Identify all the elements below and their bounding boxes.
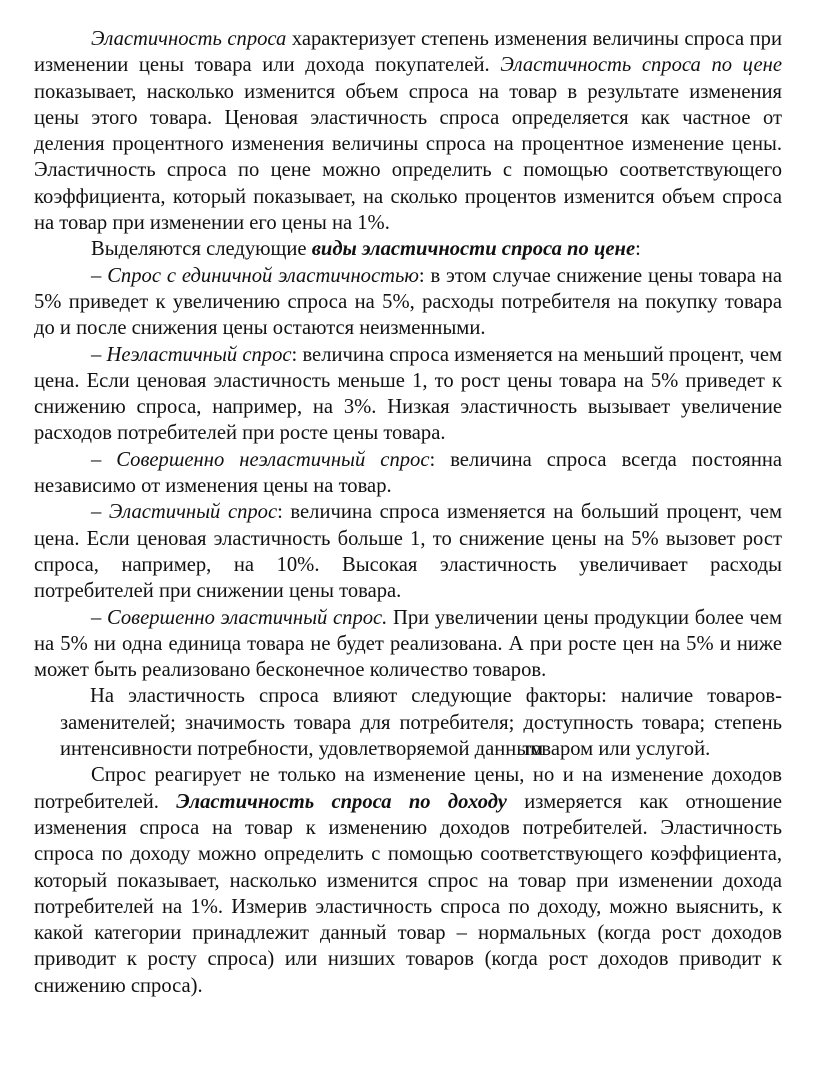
term-unit-elastic: Спрос с единичной эластичностью [107,264,419,287]
term-income-elasticity: Эластичность спроса по доходу [176,790,507,813]
list-item-perfectly-inelastic: – Совершенно неэластичный спрос: величина спроса всегда постоянна независимо от изменения цены на товар. [34,448,782,498]
term-price-elasticity: Эластичность спроса по цене [500,54,782,77]
paragraph-types-intro: Выделяются следующие виды эластичности спроса по цене: [91,238,641,261]
term-demand-elasticity: Эластичность спроса [91,28,287,50]
paragraph-income-elasticity: Спрос реагирует не только на изменение цены, но и на изменение доходов потребителей. Эластичность спроса по доходу измеряется как отношение изменения спроса на товар к изменению доходов потребителей. Эластичность спроса по доходу можно определить с помощью соответствующего коэффициента, который показывает, насколько изменится спрос на товар при изменении дохода потребителей на 1%. Измерив эластичность спроса по доходу, можно выяснить, к какой категории принадлежит данный товар – нормальных (когда рост доходов приводит к росту спроса) или низших товаров (когда рост доходов приводит к снижению спроса). [34,764,783,997]
term-perfectly-elastic: Совершенно эластичный спрос. [106,606,388,629]
term-elastic: Эластичный спрос [108,501,278,524]
list-item-unit-elastic: – Спрос с единичной эластичностью: в этом случае снижение цены товара на 5% приведет к увеличению спроса на 5%, расходы потребителя на покупку товара до и после снижения цены остаются неизменными. [34,264,782,340]
term-perfectly-inelastic: Совершенно неэластичный спрос [116,448,430,471]
paragraph-factors: На эластичность спроса влияют следующие факторы: наличие товаров-заменителей; значимость товара для потребителя; доступность товара; степень интенсивности потребности, удовлетворяемой данным товаром или услугой. [60,685,782,761]
list-item-elastic: – Эластичный спрос: величина спроса изменяется на больший процент, чем цена. Если ценовая эластичность больше 1, то снижение цены на 5% вызовет рост спроса, например, на 10%. Высокая эластичность увеличивает расходы потребителей при снижении цены товара. [34,501,782,603]
term-types-of-elasticity: виды эластичности спроса по цене [311,238,636,261]
list-item-inelastic: – Неэластичный спрос: величина спроса изменяется на меньший процент, чем цена. Если ценовая эластичность меньше 1, то рост цены товара на 5% приведет к снижению спроса, например, на 3%. Низкая эластичность вызывает увеличение расходов потребителей при росте цены товара. [34,343,783,445]
list-item-perfectly-elastic: – Совершенно эластичный спрос. При увеличении цены продукции более чем на 5% ни одна единица товара не будет реализована. А при росте цен на 5% и ниже может быть реализовано бесконечное количество товаров. [34,606,782,682]
term-inelastic: Неэластичный спрос [106,343,292,366]
paragraph-definition: Эластичность спроса характеризует степень изменения величины спроса при изменении цены товара или дохода покупателей. Эластичность спроса по цене показывает, насколько изменится объем спроса на товар в результате изменения цены этого товара. Ценовая эластичность спроса определяется как частное от деления процентного изменения величины спроса на процентное изменение цены. Эластичность спроса по цене можно определить с помощью соответствующего коэффициента, который показывает, на сколько процентов изменится объем спроса на товар при изменении его цены на 1%. [34,28,782,235]
